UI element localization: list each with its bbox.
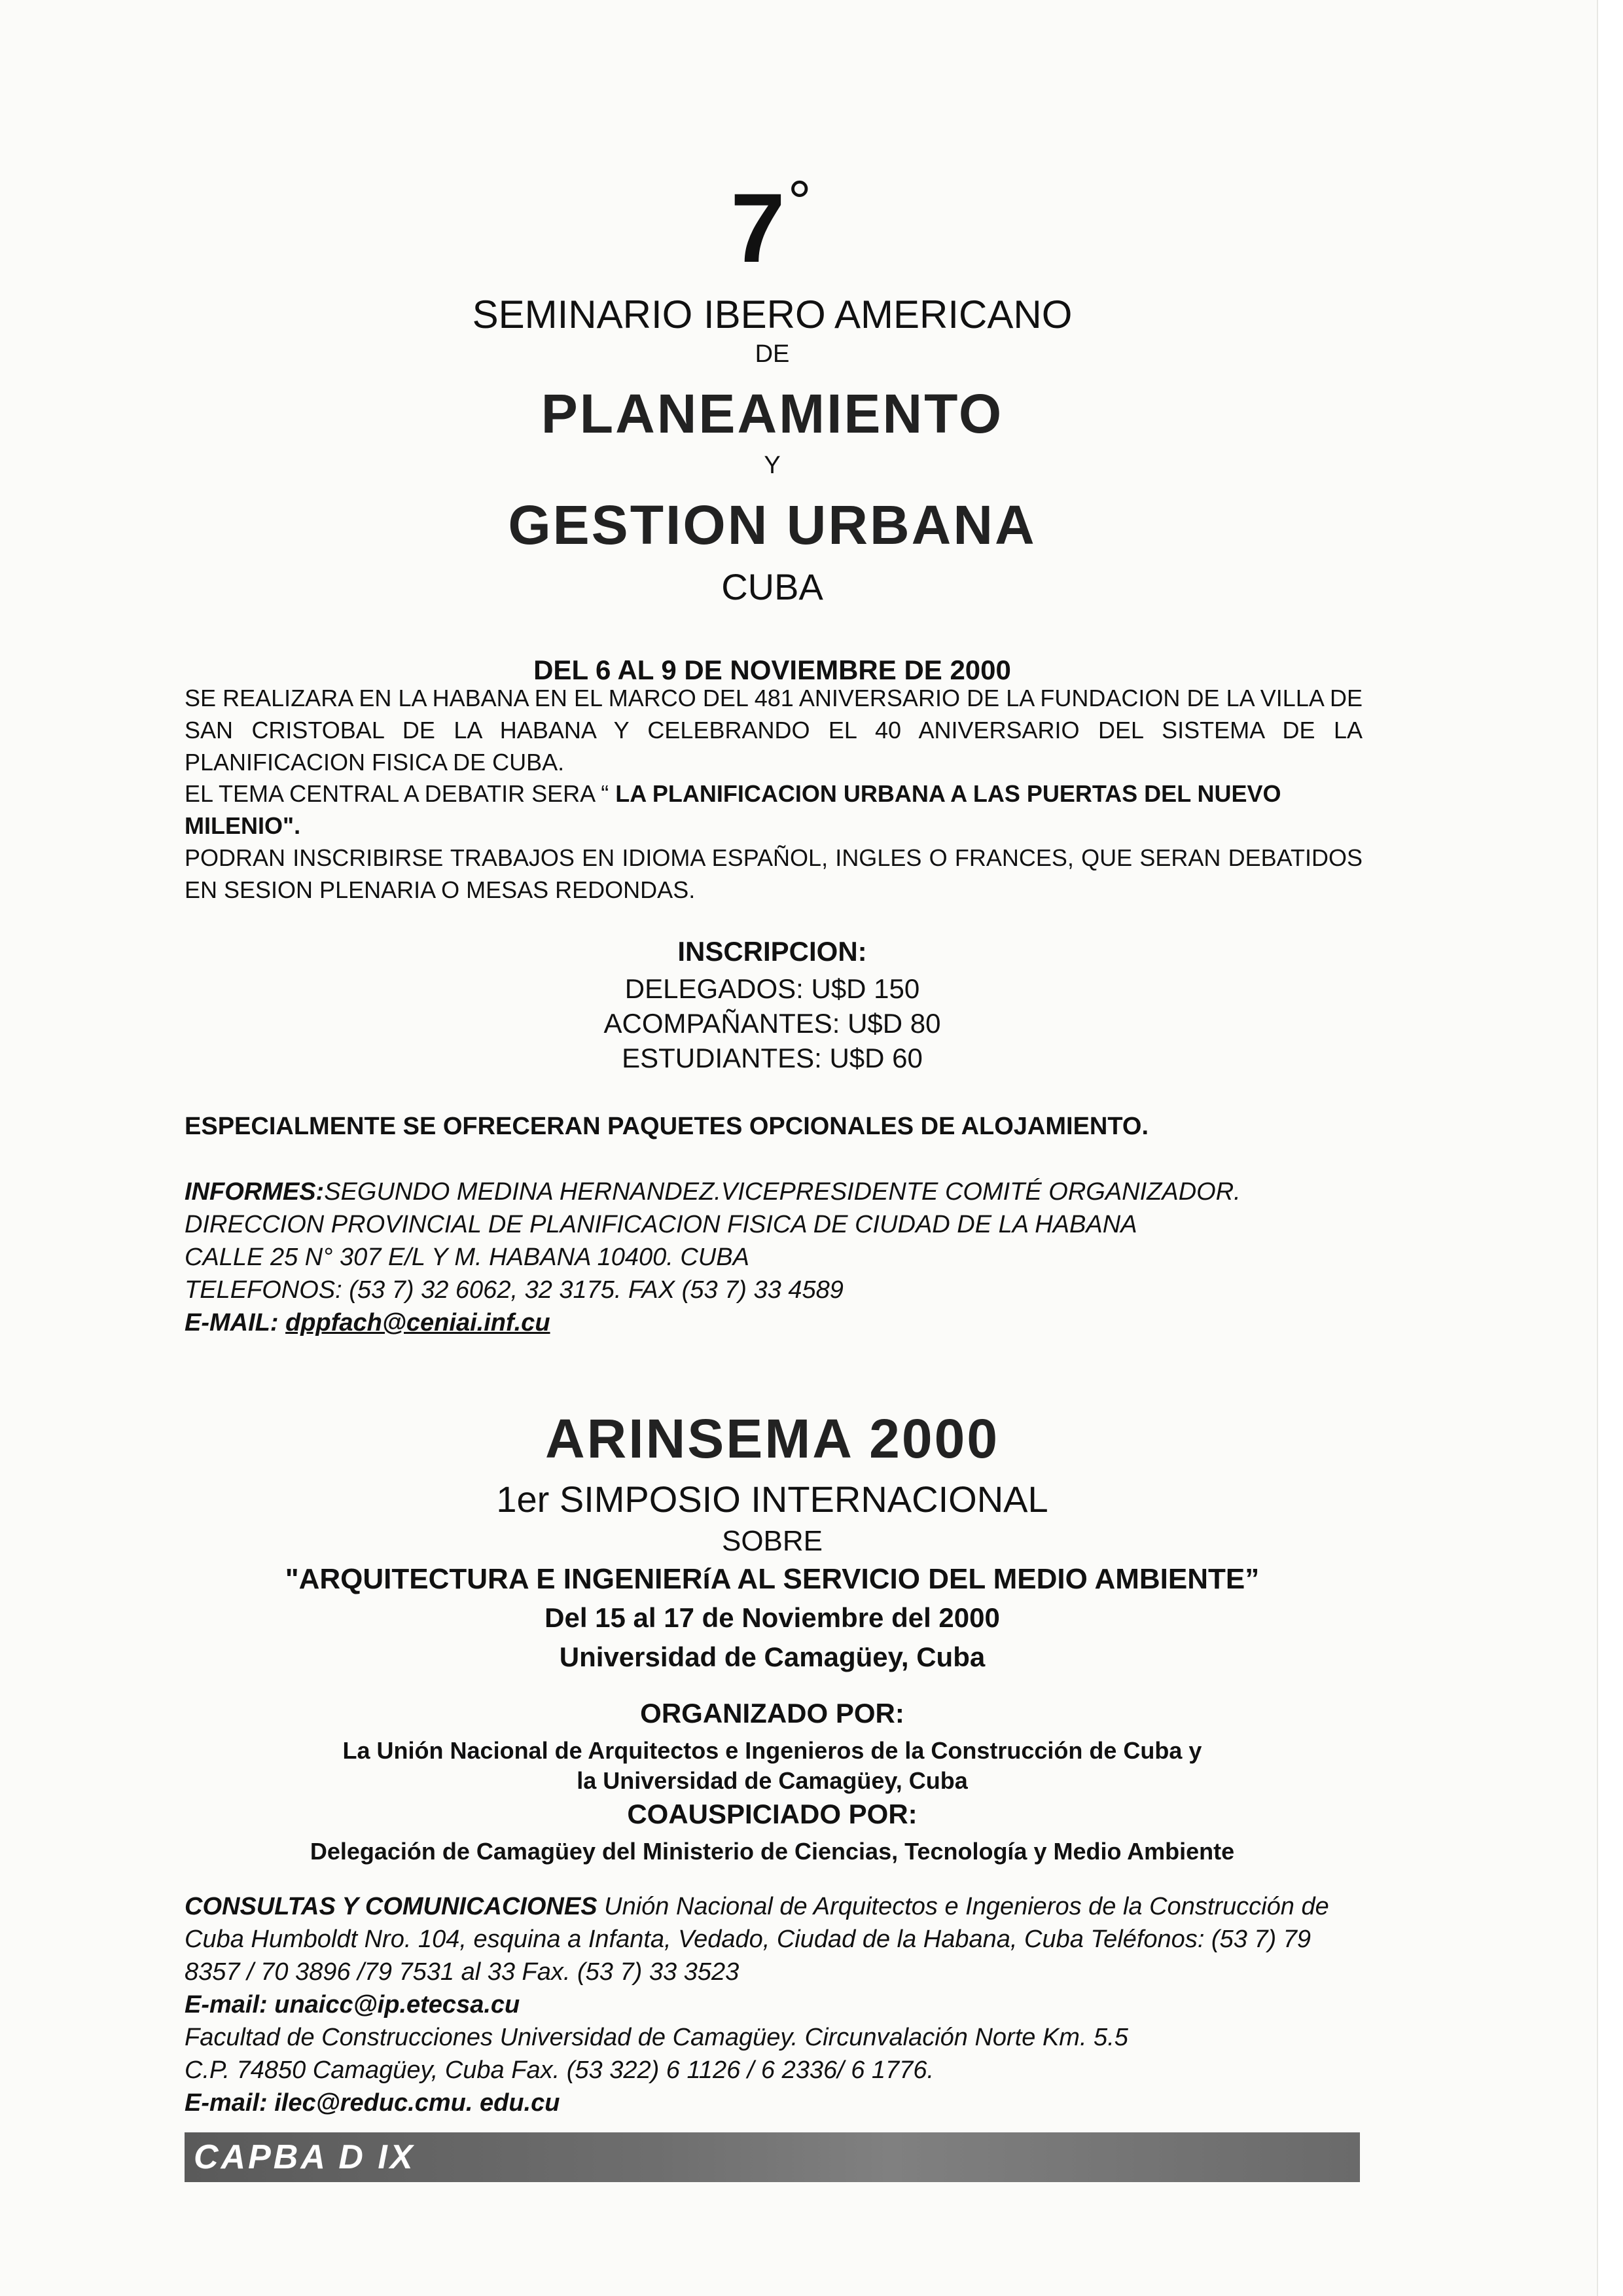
- seminar-dates: DEL 6 AL 9 DE NOVIEMBRE DE 2000: [533, 655, 1011, 685]
- coauspiciado-line1: Delegación de Camagüey del Ministerio de Ciencias, Tecnología y Medio Ambiente: [310, 1838, 1235, 1865]
- inscripcion-item: ACOMPAÑANTES: U$D 80: [603, 1008, 941, 1039]
- footer-bar: [185, 2132, 1360, 2182]
- inscripcion-item: ESTUDIANTES: U$D 60: [622, 1043, 923, 1073]
- seminar-title-line5: GESTION URBANA: [508, 494, 1037, 556]
- seminar-title-line4: Y: [764, 452, 781, 479]
- especial-note: ESPECIALMENTE SE OFRECERAN PAQUETES OPCIONALES DE ALOJAMIENTO.: [185, 1113, 1149, 1140]
- informes-line1: INFORMES:SEGUNDO MEDINA HERNANDEZ.VICEPRESIDENTE COMITÉ ORGANIZADOR.: [185, 1178, 1241, 1206]
- inscripcion-title: INSCRIPCION:: [677, 936, 867, 967]
- seminar-title-line2: DE: [755, 340, 790, 368]
- seminar-title-line3: PLANEAMIENTO: [541, 383, 1004, 444]
- informes-line3: CALLE 25 N° 307 E/L Y M. HABANA 10400. CUBA: [185, 1244, 749, 1271]
- consultas-email1: E-mail: unaicc@ip.etecsa.cu: [185, 1991, 520, 2018]
- consultas-paragraph: CONSULTAS Y COMUNICACIONES Unión Nacional de Arquitectos e Ingenieros de la Construcción de Cuba Humboldt Nro. 104, esquina a Infanta, Vedado, Ciudad de la Habana, Cuba Teléfonos: (53 7) 79 8357 / 70 3896 /79 7531 al 33 Fax. (53 7) 33 3523: [185, 1893, 1329, 1986]
- email-link[interactable]: dppfach@ceniai.inf.cu: [285, 1309, 550, 1336]
- seminar-number: 7°: [730, 170, 814, 283]
- seminar-paragraph-1: SE REALIZARA EN LA HABANA EN EL MARCO DEL 481 ANIVERSARIO DE LA FUNDACION DE LA VILLA DE SAN CRISTOBAL DE LA HABANA Y CELEBRANDO EL 40 ANIVERSARIO DEL SISTEMA DE LA PLANIFICACION FISICA DE CUBA.: [185, 685, 1363, 776]
- arinsema-line2: SOBRE: [721, 1525, 823, 1557]
- seminar-title-line1: SEMINARIO IBERO AMERICANO: [472, 293, 1073, 336]
- coauspiciado-title: COAUSPICIADO POR:: [627, 1799, 918, 1829]
- arinsema-line5: Universidad de Camagüey, Cuba: [559, 1641, 986, 1672]
- organizado-title: ORGANIZADO POR:: [640, 1698, 904, 1729]
- informes-email: E-MAIL: dppfach@ceniai.inf.cu: [185, 1309, 550, 1336]
- informes-line4: TELEFONOS: (53 7) 32 6062, 32 3175. FAX (53 7) 33 4589: [185, 1276, 844, 1304]
- footer-label: CAPBA D IX: [194, 2138, 416, 2176]
- inscripcion-item: DELEGADOS: U$D 150: [624, 973, 920, 1004]
- seminar-title-line6: CUBA: [721, 566, 823, 607]
- informes-line2: DIRECCION PROVINCIAL DE PLANIFICACION FISICA DE CIUDAD DE LA HABANA: [185, 1211, 1137, 1238]
- organizado-line2: la Universidad de Camagüey, Cuba: [577, 1767, 968, 1794]
- arinsema-line4: Del 15 al 17 de Noviembre del 2000: [544, 1602, 1000, 1633]
- seminar-paragraph-2: EL TEMA CENTRAL A DEBATIR SERA “ LA PLANIFICACION URBANA A LAS PUERTAS DEL NUEVO MILENIO".: [185, 780, 1281, 839]
- arinsema-title: ARINSEMA 2000: [544, 1408, 1000, 1469]
- facultad-line2: C.P. 74850 Camagüey, Cuba Fax. (53 322) 6 1126 / 6 2336/ 6 1776.: [185, 2056, 935, 2084]
- arinsema-line3: "ARQUITECTURA E INGENIERíA AL SERVICIO DEL MEDIO AMBIENTE”: [285, 1563, 1260, 1595]
- arinsema-line1: 1er SIMPOSIO INTERNACIONAL: [496, 1479, 1048, 1520]
- facultad-line1: Facultad de Construcciones Universidad de Camagüey. Circunvalación Norte Km. 5.5: [185, 2024, 1128, 2051]
- organizado-line1: La Unión Nacional de Arquitectos e Ingenieros de la Construcción de Cuba y: [342, 1737, 1202, 1764]
- consultas-email2: E-mail: ilec@reduc.cmu. edu.cu: [185, 2089, 560, 2117]
- seminar-paragraph-3: PODRAN INSCRIBIRSE TRABAJOS EN IDIOMA ESPAÑOL, INGLES O FRANCES, QUE SERAN DEBATIDOS EN SESION PLENARIA O MESAS REDONDAS.: [185, 844, 1363, 903]
- page-edge: [1597, 0, 1623, 2296]
